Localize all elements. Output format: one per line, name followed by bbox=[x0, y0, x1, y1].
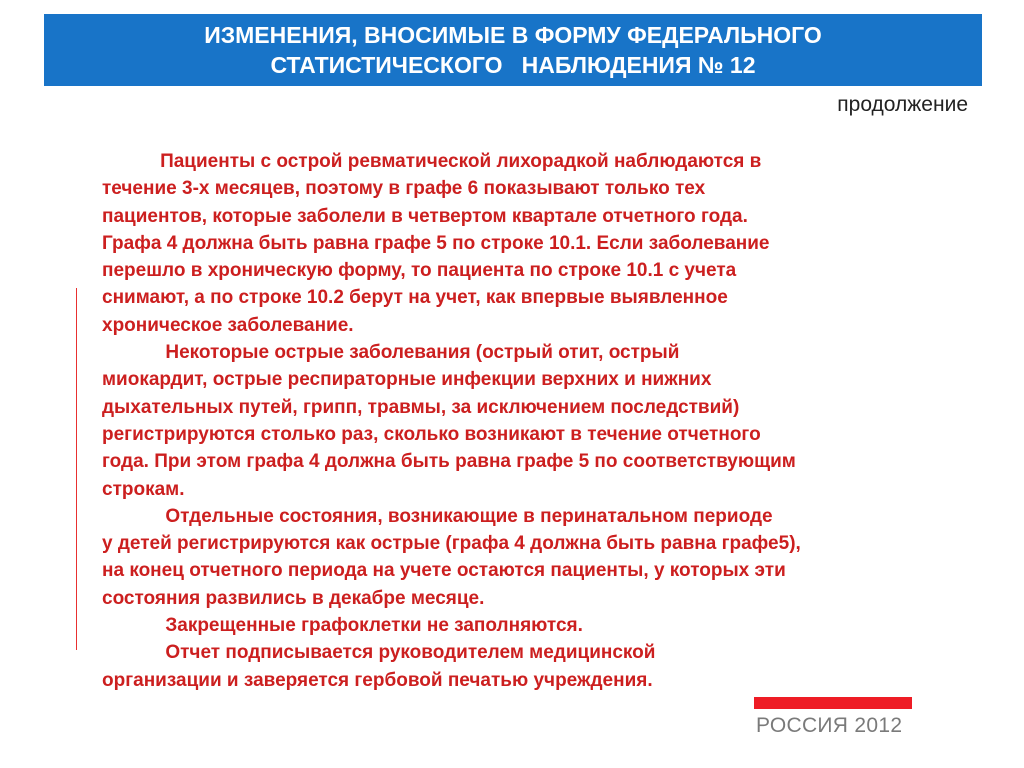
body-line: строкам. bbox=[102, 478, 185, 500]
body-line: Отдельные состояния, возникающие в перинатальном периоде bbox=[102, 505, 773, 527]
body-line: перешло в хроническую форму, то пациента по строке 10.1 с учета bbox=[102, 260, 737, 282]
body-line: Пациенты с острой ревматической лихорадкой наблюдаются в bbox=[102, 151, 762, 172]
body-text bbox=[102, 148, 962, 694]
footer-accent-bar bbox=[754, 697, 912, 709]
body-line: Закрещенные графоклетки не заполняются. bbox=[102, 615, 583, 637]
title-banner bbox=[44, 14, 982, 86]
body-line: течение 3-х месяцев, поэтому в графе 6 показывают только тех bbox=[102, 178, 706, 200]
body-line: у детей регистрируются как острые (графа 4 должна быть равна графе5), bbox=[102, 533, 801, 555]
footer-label: РОССИЯ 2012 bbox=[756, 714, 903, 737]
body-line: года. При этом графа 4 должна быть равна графе 5 по соответствующим bbox=[102, 451, 796, 473]
continuation-label: продолжение bbox=[837, 93, 968, 116]
body-line: пациентов, которые заболели в четвертом квартале отчетного года. bbox=[102, 205, 748, 227]
body-line: Некоторые острые заболевания (острый отит, острый bbox=[102, 342, 680, 364]
body-line: организации и заверяется гербовой печатью учреждения. bbox=[102, 669, 653, 691]
body-line: Графа 4 должна быть равна графе 5 по строке 10.1. Если заболевание bbox=[102, 232, 770, 254]
left-divider-line bbox=[76, 288, 77, 650]
title-line-1: ИЗМЕНЕНИЯ, ВНОСИМЫЕ В ФОРМУ ФЕДЕРАЛЬНОГО bbox=[204, 22, 822, 48]
title-line-2: СТАТИСТИЧЕСКОГО НАБЛЮДЕНИЯ № 12 bbox=[270, 52, 756, 78]
body-line: дыхательных путей, грипп, травмы, за исключением последствий) bbox=[102, 396, 740, 418]
body-line: Отчет подписывается руководителем медицинской bbox=[102, 642, 656, 664]
body-line: состояния развились в декабре месяце. bbox=[102, 587, 485, 609]
body-line: миокардит, острые респираторные инфекции верхних и нижних bbox=[102, 369, 712, 391]
body-line: хроническое заболевание. bbox=[102, 314, 354, 336]
body-line: снимают, а по строке 10.2 берут на учет, как впервые выявленное bbox=[102, 287, 728, 309]
body-line: регистрируются столько раз, сколько возникают в течение отчетного bbox=[102, 423, 761, 445]
body-line: на конец отчетного периода на учете остаются пациенты, у которых эти bbox=[102, 560, 786, 582]
